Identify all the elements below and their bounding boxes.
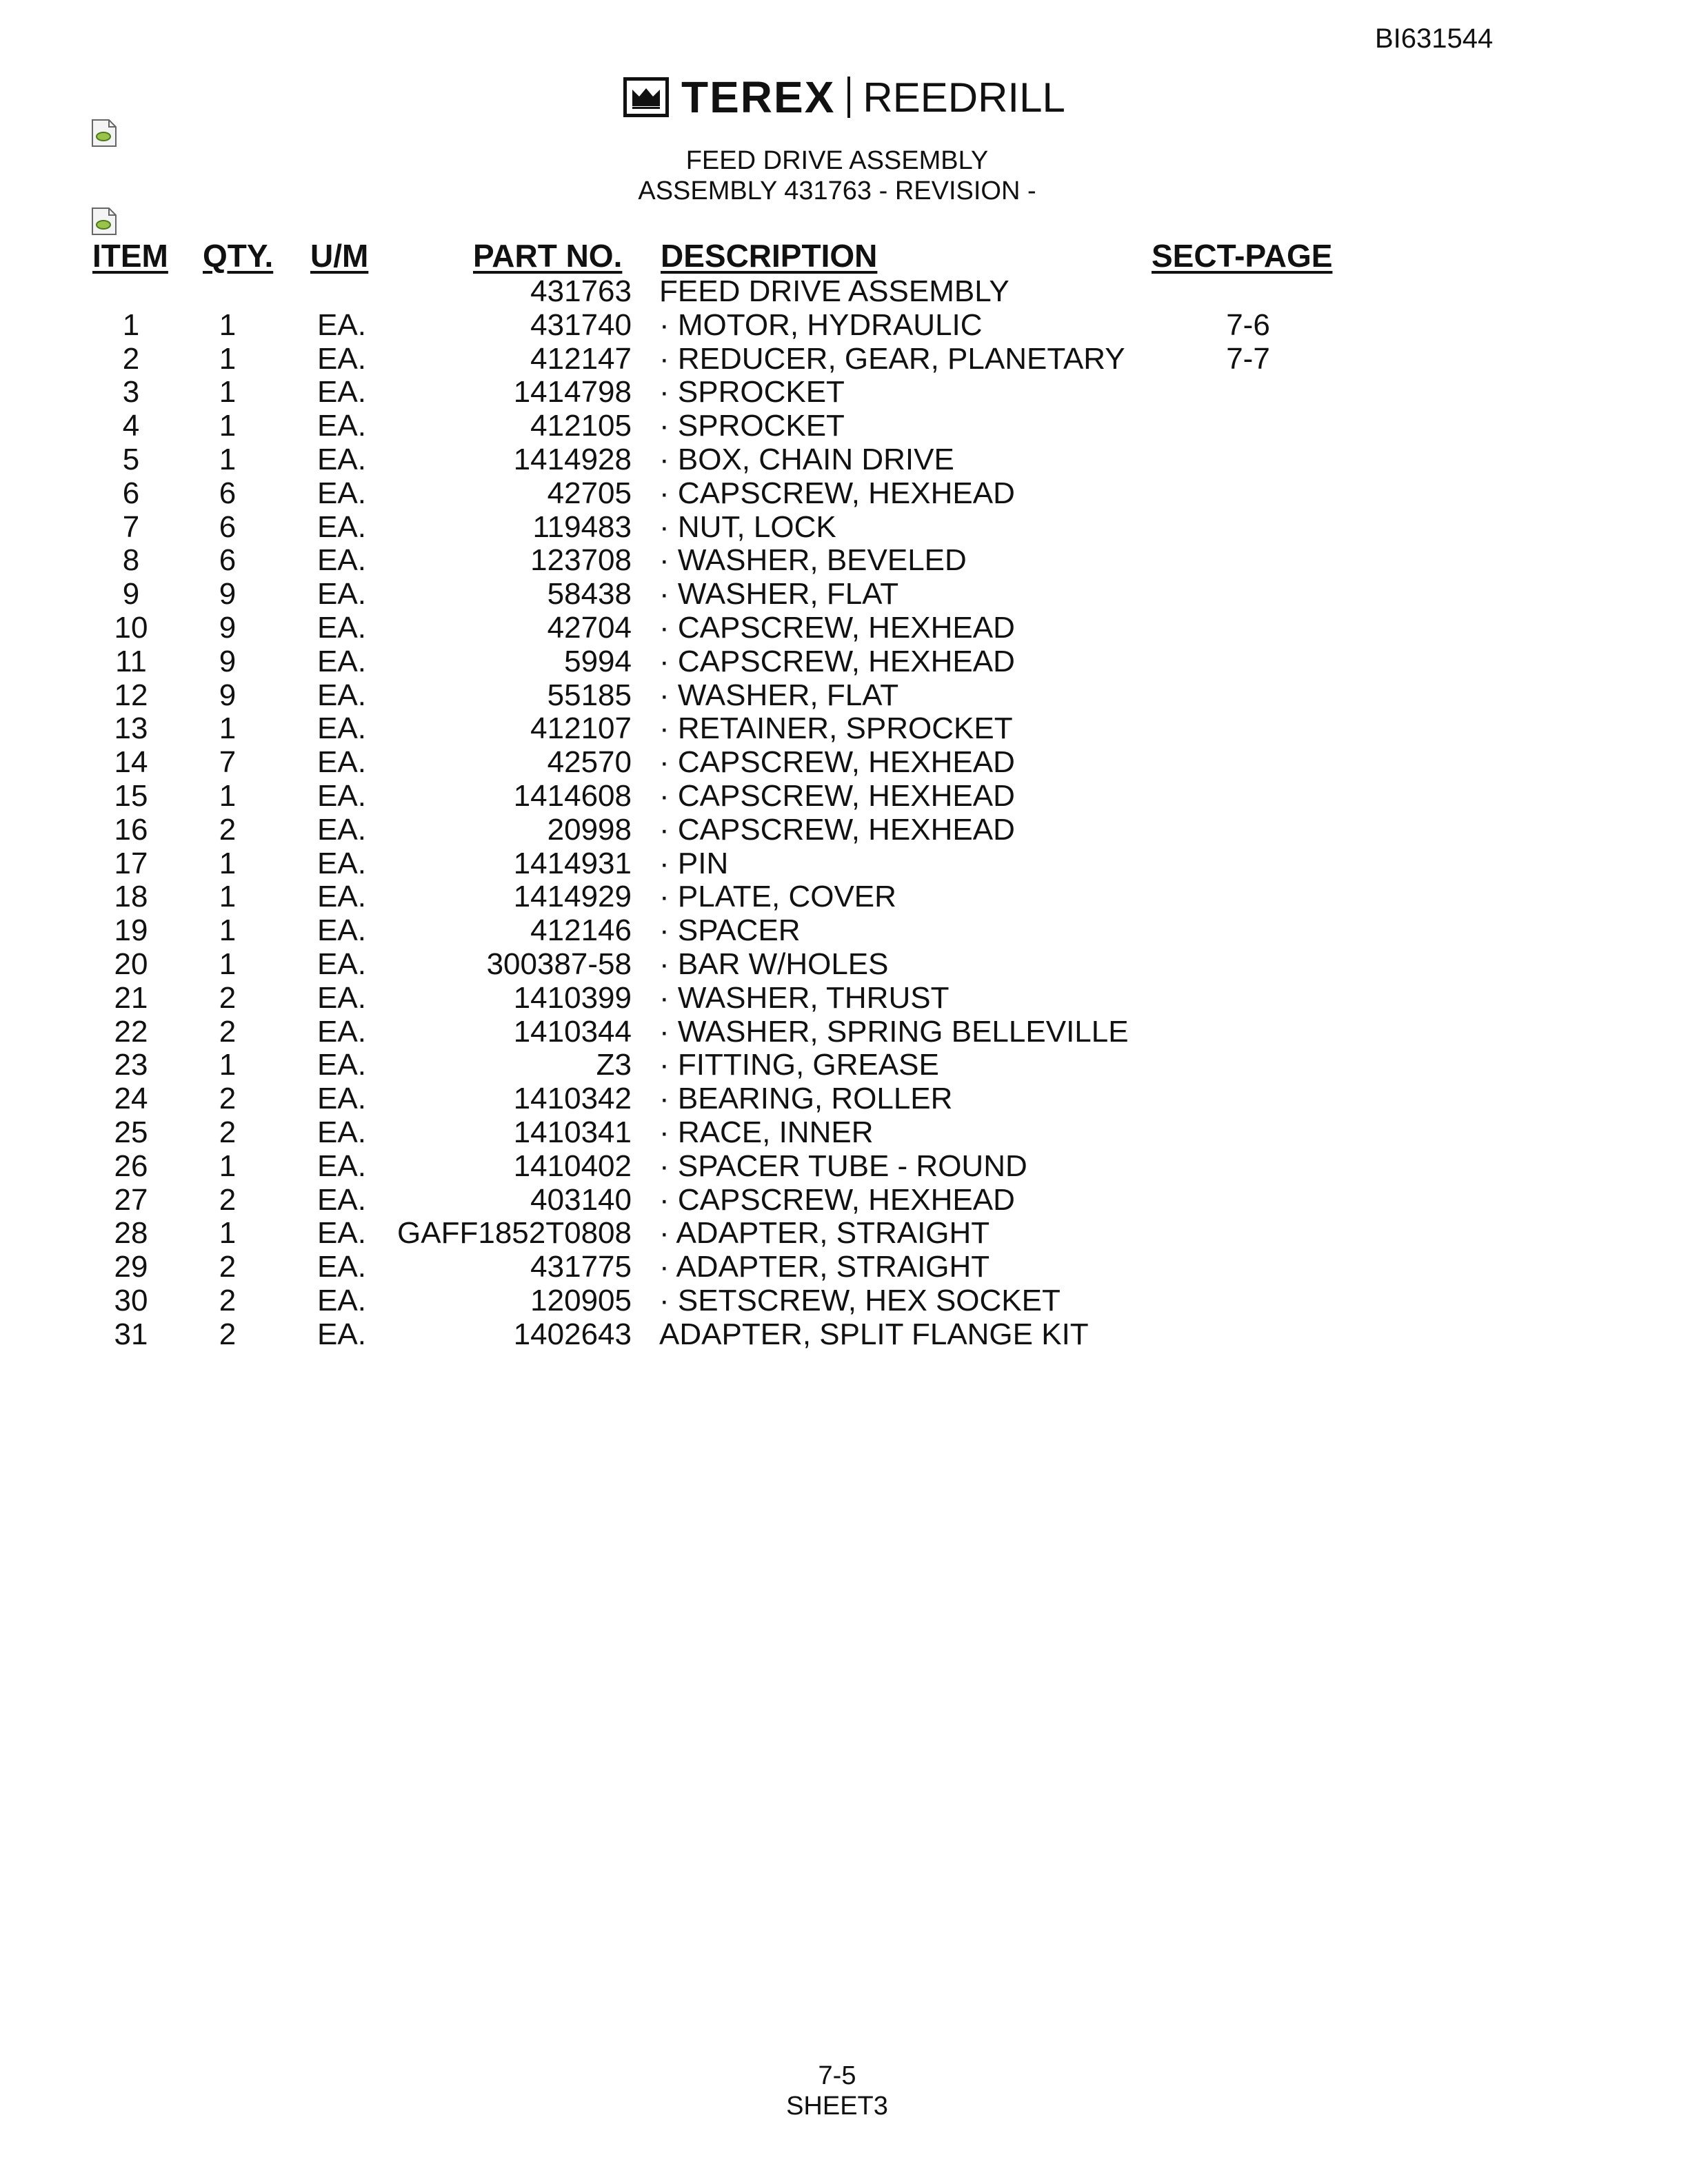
qty-cell: 2 [219,1082,237,1116]
qty-cell: 7 [219,745,237,780]
description-cell: · CAPSCREW, HEXHEAD [659,1182,1015,1217]
table-row [0,1250,1688,1284]
table-row [0,981,1688,1015]
qty-cell: 1 [219,846,237,880]
item-cell: 2 [122,341,140,376]
header-sect-page: SECT-PAGE [1152,238,1333,274]
item-cell: 20 [114,947,148,981]
sect-page-cell: 7-6 [1226,307,1270,342]
part-number-cell: 1414608 [513,778,632,813]
um-cell: EA. [317,812,366,847]
um-cell: EA. [317,442,366,476]
table-row [0,577,1688,611]
part-number-cell: 55185 [547,678,632,712]
qty-cell: 2 [219,812,237,847]
description-cell: · CAPSCREW, HEXHEAD [659,476,1015,510]
part-number-cell: 1414929 [513,880,632,914]
brand-name: TEREX [681,72,836,122]
qty-cell: 1 [219,375,237,410]
table-row [0,678,1688,712]
parts-table [0,274,1688,1351]
table-row [0,274,1688,308]
qty-cell: 2 [219,1283,237,1317]
item-cell: 24 [114,1082,148,1116]
qty-cell: 1 [219,1216,237,1251]
description-cell: · BAR W/HOLES [659,947,889,981]
qty-cell: 1 [219,880,237,914]
table-row [0,1216,1688,1250]
brand-divider [847,77,850,118]
part-number-cell: 5994 [564,644,632,678]
um-cell: EA. [317,678,366,712]
description-cell: · NUT, LOCK [659,509,836,544]
table-row [0,1082,1688,1115]
item-cell: 27 [114,1182,148,1217]
description-cell: · SPACER TUBE - ROUND [659,1149,1027,1183]
um-cell: EA. [317,1250,366,1284]
qty-cell: 1 [219,307,237,342]
qty-cell: 6 [219,543,237,578]
item-cell: 8 [122,543,140,578]
part-number-cell: 42570 [547,745,632,780]
item-cell: 4 [122,409,140,443]
table-row [0,443,1688,476]
qty-cell: 2 [219,1317,237,1351]
description-cell: · WASHER, FLAT [659,678,899,712]
qty-cell: 6 [219,476,237,510]
part-number-cell: 300387-58 [486,947,632,981]
qty-cell: 1 [219,409,237,443]
table-row [0,543,1688,577]
description-cell: · FITTING, GREASE [659,1048,939,1082]
qty-cell: 2 [219,1182,237,1217]
table-row [0,1015,1688,1049]
qty-cell: 1 [219,1149,237,1183]
item-cell: 29 [114,1250,148,1284]
description-cell: · WASHER, SPRING BELLEVILLE [659,1014,1129,1049]
part-number-cell: 431775 [530,1250,632,1284]
description-cell: · CAPSCREW, HEXHEAD [659,745,1015,780]
um-cell: EA. [317,880,366,914]
part-number-cell: 1414928 [513,442,632,476]
document-title: FEED DRIVE ASSEMBLY [685,146,989,175]
description-cell: · ADAPTER, STRAIGHT [659,1250,990,1284]
table-row [0,611,1688,645]
description-cell: · SPROCKET [659,409,845,443]
item-cell: 13 [114,711,148,746]
table-row [0,947,1688,981]
um-cell: EA. [317,1149,366,1183]
table-row [0,813,1688,847]
part-number-cell: Z3 [596,1048,632,1082]
um-cell: EA. [317,577,366,611]
qty-cell: 9 [219,678,237,712]
table-row [0,1284,1688,1317]
description-cell: ADAPTER, SPLIT FLANGE KIT [659,1317,1089,1351]
qty-cell: 1 [219,947,237,981]
um-cell: EA. [317,409,366,443]
part-number-cell: 1410342 [513,1082,632,1116]
um-cell: EA. [317,1115,366,1149]
qty-cell: 1 [219,778,237,813]
item-cell: 28 [114,1216,148,1251]
part-number-cell: 1410341 [513,1115,632,1149]
part-number-cell: 1402643 [513,1317,632,1351]
item-cell: 7 [122,509,140,544]
description-cell: FEED DRIVE ASSEMBLY [659,274,1009,308]
um-cell: EA. [317,846,366,880]
um-cell: EA. [317,375,366,410]
item-cell: 31 [114,1317,148,1351]
document-subtitle: ASSEMBLY 431763 - REVISION - [638,176,1036,205]
table-row [0,308,1688,342]
item-cell: 19 [114,913,148,948]
part-number-cell: 58438 [547,577,632,611]
qty-cell: 2 [219,1115,237,1149]
description-cell: · WASHER, FLAT [659,577,899,611]
item-cell: 10 [114,610,148,645]
description-cell: · SETSCREW, HEX SOCKET [659,1283,1061,1317]
table-row [0,779,1688,813]
description-cell: · PIN [659,846,729,880]
page-number: 7-5 [818,2061,856,2090]
description-cell: · BOX, CHAIN DRIVE [659,442,954,476]
part-number-cell: 120905 [530,1283,632,1317]
um-cell: EA. [317,913,366,948]
part-number-cell: 20998 [547,812,632,847]
table-row [0,476,1688,510]
header-description: DESCRIPTION [661,238,878,274]
description-cell: · CAPSCREW, HEXHEAD [659,812,1015,847]
item-cell: 14 [114,745,148,780]
um-cell: EA. [317,543,366,578]
qty-cell: 2 [219,1014,237,1049]
um-cell: EA. [317,1048,366,1082]
part-number-cell: 431740 [530,307,632,342]
table-row [0,847,1688,880]
table-row [0,1048,1688,1082]
item-cell: 23 [114,1048,148,1082]
um-cell: EA. [317,509,366,544]
table-row [0,1317,1688,1351]
document-link-icon[interactable] [91,119,117,148]
part-number-cell: 123708 [530,543,632,578]
item-cell: 18 [114,880,148,914]
item-cell: 26 [114,1149,148,1183]
document-link-icon[interactable] [91,207,117,236]
description-cell: · CAPSCREW, HEXHEAD [659,610,1015,645]
um-cell: EA. [317,745,366,780]
description-cell: · SPROCKET [659,375,845,410]
description-cell: · RETAINER, SPROCKET [659,711,1013,746]
description-cell: · BEARING, ROLLER [659,1082,953,1116]
item-cell: 16 [114,812,148,847]
item-cell: 5 [122,442,140,476]
um-cell: EA. [317,1082,366,1116]
part-number-cell: 1414798 [513,375,632,410]
item-cell: 30 [114,1283,148,1317]
description-cell: · WASHER, THRUST [659,980,950,1015]
part-number-cell: 412105 [530,409,632,443]
part-number-cell: 119483 [532,509,632,544]
part-number-cell: 412147 [530,341,632,376]
qty-cell: 6 [219,509,237,544]
item-cell: 3 [122,375,140,410]
qty-cell: 1 [219,913,237,948]
description-cell: · WASHER, BEVELED [659,543,967,578]
um-cell: EA. [317,1014,366,1049]
qty-cell: 9 [219,610,237,645]
part-number-cell: 1410344 [513,1014,632,1049]
document-id: BI631544 [1375,23,1494,54]
description-cell: · CAPSCREW, HEXHEAD [659,778,1015,813]
item-cell: 15 [114,778,148,813]
part-number-cell: 412146 [530,913,632,948]
item-cell: 11 [115,644,147,678]
description-cell: · REDUCER, GEAR, PLANETARY [659,341,1125,376]
item-cell: 17 [114,846,148,880]
qty-cell: 9 [219,577,237,611]
qty-cell: 9 [219,644,237,678]
description-cell: · CAPSCREW, HEXHEAD [659,644,1015,678]
um-cell: EA. [317,610,366,645]
header-qty: QTY. [203,238,274,274]
item-cell: 9 [122,577,140,611]
um-cell: EA. [317,980,366,1015]
part-number-cell: 431763 [530,274,632,308]
part-number-cell: 403140 [530,1182,632,1217]
um-cell: EA. [317,644,366,678]
part-number-cell: 42705 [547,476,632,510]
qty-cell: 2 [219,1250,237,1284]
description-cell: · ADAPTER, STRAIGHT [659,1216,990,1251]
qty-cell: 1 [219,341,237,376]
um-cell: EA. [317,1317,366,1351]
item-cell: 6 [122,476,140,510]
table-row [0,510,1688,544]
header-item: ITEM [92,238,168,274]
table-row [0,1183,1688,1217]
item-cell: 25 [114,1115,148,1149]
table-row [0,1115,1688,1149]
brand-logo [623,74,1065,120]
description-cell: · SPACER [659,913,801,948]
qty-cell: 1 [219,1048,237,1082]
table-row [0,913,1688,947]
part-number-cell: 1410399 [513,980,632,1015]
um-cell: EA. [317,307,366,342]
table-row [0,745,1688,779]
part-number-cell: 412107 [530,711,632,746]
um-cell: EA. [317,1283,366,1317]
um-cell: EA. [317,1182,366,1217]
table-row [0,409,1688,443]
brand-division: REEDRILL [863,74,1065,121]
table-row [0,1149,1688,1183]
table-row [0,880,1688,913]
part-number-cell: 42704 [547,610,632,645]
header-um: U/M [310,238,369,274]
um-cell: EA. [317,341,366,376]
header-part-no: PART NO. [473,238,623,274]
item-cell: 21 [114,980,148,1015]
table-row [0,342,1688,376]
um-cell: EA. [317,947,366,981]
description-cell: · PLATE, COVER [659,880,896,914]
description-cell: · MOTOR, HYDRAULIC [659,307,983,342]
description-cell: · RACE, INNER [659,1115,874,1149]
um-cell: EA. [317,1216,366,1251]
um-cell: EA. [317,476,366,510]
item-cell: 22 [114,1014,148,1049]
crown-logo-icon [623,77,669,117]
part-number-cell: 1410402 [513,1149,632,1183]
item-cell: 12 [114,678,148,712]
table-row [0,645,1688,678]
part-number-cell: 1414931 [513,846,632,880]
um-cell: EA. [317,711,366,746]
qty-cell: 1 [219,711,237,746]
sect-page-cell: 7-7 [1226,341,1270,376]
sheet-label: SHEET3 [786,2092,888,2121]
qty-cell: 2 [219,980,237,1015]
item-cell: 1 [122,307,140,342]
table-row [0,711,1688,745]
table-row [0,375,1688,409]
qty-cell: 1 [219,442,237,476]
um-cell: EA. [317,778,366,813]
part-number-cell: GAFF1852T0808 [397,1216,632,1251]
